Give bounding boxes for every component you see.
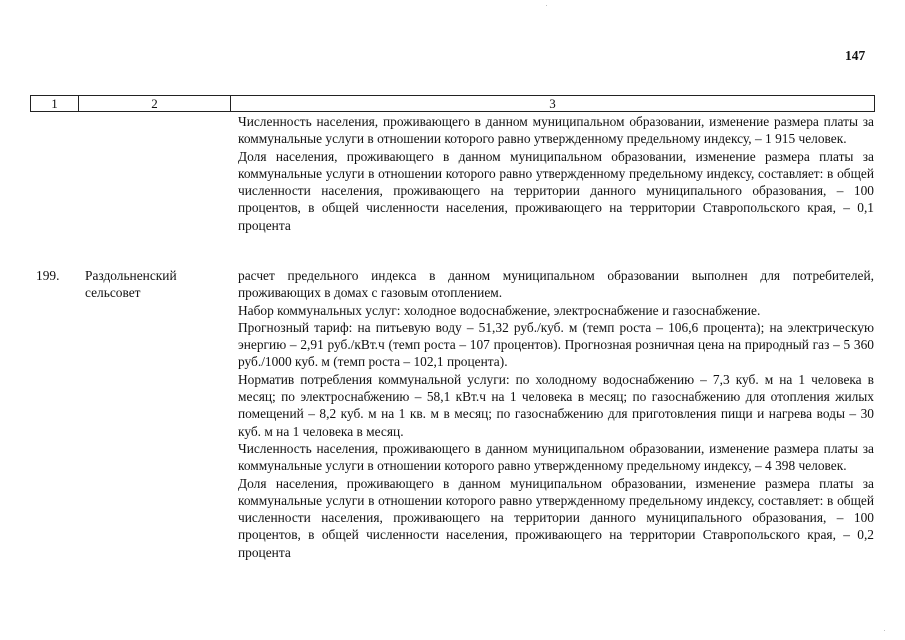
- entry-paragraph: расчет предельного индекса в данном муниципальном образовании выполнен для потребителей, проживающих в домах с газовым отоплением.: [238, 268, 874, 301]
- entry-name: [85, 267, 225, 302]
- entry-paragraph: Доля населения, проживающего в данном муниципальном образовании, изменение размера платы за коммунальные услуги в отношении которого равно утвержденному предельному индексу, составляет: в общей численности населения, проживающего на территории данного муниципального образования, – 100 процентов, в общей численности населения, проживающего на территории Ставропольского края, – 0,2 процента: [238, 475, 874, 560]
- table-header-row: [30, 95, 875, 112]
- continuation-text: [238, 113, 874, 234]
- entry-paragraph: Набор коммунальных услуг: холодное водоснабжение, электроснабжение и газоснабжение.: [238, 302, 761, 318]
- entry-paragraph: Норматив потребления коммунальной услуги: по холодному водоснабжению – 7,3 куб. м на 1 человека в месяц; по электроснабжению – 58,1 кВт.ч на 1 человека в месяц; по газоснабжению для отопления жилых помещений – 8,2 куб. м на 1 кв. м в месяц; по газоснабжению для приготовления пищи и нагрева воды – 30 куб. м на 1 человека в месяц.: [238, 371, 874, 439]
- entry-text: [238, 267, 874, 561]
- continuation-paragraph: Численность населения, проживающего в данном муниципальном образовании, изменение размера платы за коммунальные услуги в отношении которого равно утвержденному предельному индексу, – 1 915 человек.: [238, 114, 874, 147]
- continuation-paragraph: Доля населения, проживающего в данном муниципальном образовании, изменение размера платы за коммунальные услуги в отношении которого равно утвержденному предельному индексу, составляет: в общей численности населения, проживающего на территории данного муниципального образования, – 100 процентов, в общей численности населения, проживающего на территории Ставропольского края, – 0,1 процента: [238, 148, 874, 233]
- header-col-2: 2: [79, 96, 231, 111]
- page-number: 147: [845, 48, 866, 63]
- header-col-1: 1: [31, 96, 79, 111]
- entry-number: 199.: [36, 268, 60, 283]
- scan-speck: [546, 5, 547, 6]
- entry-paragraph: Прогнозный тариф: на питьевую воду – 51,32 руб./куб. м (темп роста – 106,6 процента); на электрическую энергию – 2,91 руб./кВт.ч (темп роста – 107 процентов). Прогнозная розничная цена на природный газ – 5 360 руб./1000 куб. м (темп роста – 102,1 процента).: [238, 319, 874, 370]
- entry-name-line-2: сельсовет: [85, 285, 141, 301]
- entry-name-line-1: Раздольненский: [85, 268, 177, 283]
- header-col-3: 3: [549, 96, 556, 111]
- scan-speck: [884, 630, 885, 631]
- entry-paragraph: Численность населения, проживающего в данном муниципальном образовании, изменение размера платы за коммунальные услуги в отношении которого равно утвержденному предельному индексу, – 4 398 человек.: [238, 440, 874, 474]
